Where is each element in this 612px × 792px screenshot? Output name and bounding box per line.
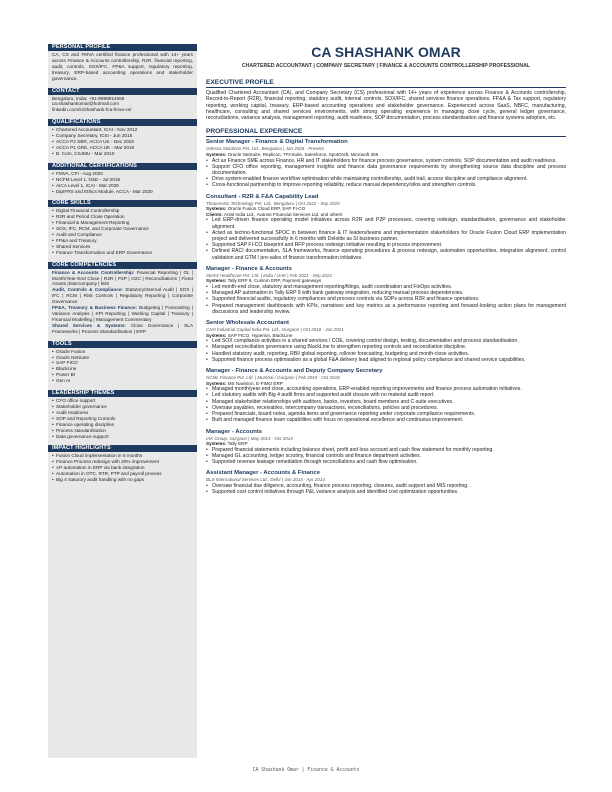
competency-label: Finance & Accounts Controllership: xyxy=(52,269,135,275)
job-bullet: • Prepared management dashboards with KPIs, narratives and key metrics as a performance reporting and forward-looking action plans for management discussions and leadership review. xyxy=(206,303,566,315)
competency-label: Audit, Controls & Compliance: xyxy=(52,287,123,293)
job-meta: Thoucentric Technology Pvt. Ltd., Bengaluru | Oct 2022 - Sep 2025 xyxy=(206,200,340,206)
leadership-item: • Audit readiness xyxy=(52,410,193,416)
clients-label: Clients: xyxy=(206,211,223,217)
job-bullets xyxy=(206,158,566,189)
competency-text: Close Governance | SLA Frameworks | Process Standardisation | ERP xyxy=(52,322,193,334)
systems-label: Systems: xyxy=(206,380,227,386)
job-title: Senior Manager - Finance & Digital Transformation xyxy=(206,139,348,146)
contact-line: linkedin.com/in/shashank-fca-fmva-cs/ xyxy=(52,107,132,113)
tool-item: • Gen AI xyxy=(52,378,193,384)
skills-heading: CORE SKILLS xyxy=(48,200,197,207)
contact-heading: CONTACT xyxy=(48,88,197,95)
job-entry xyxy=(206,266,566,315)
certifications-heading: ADDITIONAL CERTIFICATIONS xyxy=(48,163,197,170)
tool-item: • Oracle Fusion xyxy=(52,349,193,355)
page-footer: CA Shashank Omar | Finance & Accounts xyxy=(252,768,360,773)
job-bullet: • Prepared financial statements including balance sheet, profit and loss account and cash flow statement for monthly reporting. xyxy=(206,447,566,453)
job-bullet: • Drive system-enabled finance workflow optimisation while maintaining controllership, audit trail, access discipline and compliance alignment. xyxy=(206,176,566,182)
competencies-section xyxy=(48,262,197,335)
skill-item: • Audit and Compliance xyxy=(52,232,193,238)
job-entry xyxy=(206,470,566,495)
impact-item: • Finance Process redesign with 20% improvement xyxy=(52,459,193,465)
leadership-item: • Stakeholder governance xyxy=(52,404,193,410)
certifications-list xyxy=(52,171,193,195)
certification-item: • AICA Level 1, ICAI - Mar 2025 xyxy=(52,183,193,189)
job-bullet: • Oversaw financial due diligence, accounting, finance process reporting, closures, audit support and MIS reporting. xyxy=(206,483,566,489)
job-bullets xyxy=(206,338,566,363)
job-meta: Odessa Solutions Pvt. Ltd., Bengaluru | Jan 2026 - Present xyxy=(206,146,324,152)
job-bullet: • Supported financial audits, regulatory compliances and process controls via SOPs across R2R and finance operations. xyxy=(206,296,566,302)
sidebar xyxy=(48,44,197,758)
qualifications-heading: QUALIFICATIONS xyxy=(48,119,197,126)
job-bullet: • Supported SAP FI-CO blueprint and RFP process redesign initiative resulting in process improvement. xyxy=(206,242,566,248)
profile-section xyxy=(48,44,197,82)
job-bullet: • Managed AP automation in Tally ERP 9 with bank gateway integration, reducing manual process dependencies. xyxy=(206,290,566,296)
systems-label: Systems: xyxy=(206,332,227,338)
skill-item: • SOX, IFC, RCM, and Corporate Governance xyxy=(52,226,193,232)
leadership-item: • Finance operating discipline xyxy=(52,422,193,428)
leadership-item: • CFO office support xyxy=(52,398,193,404)
qualification-item: • ACCA P2 SBR, ACCA UK - Dec 2018 xyxy=(52,139,193,145)
job-bullet: • Supported finance process optimisation as a global F&A delivery lead aligned to regional policy compliance and shared service capabilities. xyxy=(206,357,566,363)
competency-text: Statutory/Internal Audit | SOX | IFC | RCM | Risk Controls | Regulatory Reporting | Corporate Governance xyxy=(52,287,194,305)
job-bullet: • Led SOX compliance activities in a shared services / COE, covering control design, testing, documentation and process standardisation. xyxy=(206,338,566,344)
job-bullet: • Managed stakeholder relationships with auditors, banks, investors, board members and C-suite executives. xyxy=(206,399,566,405)
job-meta: IAK Group, Gurgaon | May 2014 - Oct 2014 xyxy=(206,435,293,441)
job-bullet: • Supported revenue leakage remediation through reconciliations and cash flow optimisation. xyxy=(206,459,566,465)
tools-section xyxy=(48,341,197,384)
qualification-item: • Chartered Accountant, ICAI - Nov 2012 xyxy=(52,127,193,133)
job-bullet: • Built and managed finance team capabilities with focus on operational excellence and continuous improvement. xyxy=(206,417,566,423)
qualification-item: • Company Secretary, ICSI - Jun 2015 xyxy=(52,133,193,139)
tools-list xyxy=(52,349,193,384)
tool-item: • BlackLine xyxy=(52,366,193,372)
job-bullets xyxy=(206,217,566,260)
job-title: Manager - Accounts xyxy=(206,428,263,435)
competency-item xyxy=(52,270,193,288)
job-bullet: • Managed reconciliation governance using BlackLine to strengthen reporting controls and reconciliation discipline. xyxy=(206,344,566,350)
impact-heading: IMPACT HIGHLIGHTS xyxy=(48,445,197,452)
job-entry xyxy=(206,368,566,423)
job-title: Assistant Manager - Accounts & Finance xyxy=(206,470,321,477)
job-title: Manager - Finance & Accounts and Deputy Company Secretary xyxy=(206,368,383,375)
certifications-section xyxy=(48,163,197,195)
certification-item: • FMVA, CFI - Aug 2020 xyxy=(52,171,193,177)
job-meta: Stemz Healthcare Pvt. Ltd. | India / UAE | Feb 2021 - Sep 2022 xyxy=(206,272,332,278)
job-bullet: • Led ERP-driven finance operating model initiatives across R2R and P2P processes, covering redesign, standardisation, governance and stakeholder alignment. xyxy=(206,217,566,229)
impact-item: • Fusion Cloud implementation in 6 months xyxy=(52,453,193,459)
qualifications-list xyxy=(52,127,193,157)
systems-text: Oracle NetSuite, Replicon, TFASuite, Salesforce, SpotDraft, Microsoft 365 xyxy=(226,152,379,158)
job-title: Manager - Finance & Accounts xyxy=(206,265,292,272)
competency-item xyxy=(52,323,193,335)
job-entry xyxy=(206,320,566,363)
competency-text: Financial Reporting | GL | Month/Year-End Close | R2R | P2P | O2C | Reconciliations | Fixed Assets |Intercompany | MIS xyxy=(52,269,193,287)
main-content xyxy=(206,44,566,500)
job-bullet: • Managed GL accounting, ledger scrutiny, financial controls and finance department activities. xyxy=(206,453,566,459)
systems-label: Systems: xyxy=(206,441,227,447)
job-bullet: • Led statutory audits with Big 4 audit firms and supported audit closure with no material audit report. xyxy=(206,392,566,398)
systems-text: MS Navision, E-FIMO ERP xyxy=(226,380,283,386)
candidate-tagline: CHARTERED ACCOUNTANT | COMPANY SECRETARY | FINANCE & ACCOUNTS CONTROLLERSHIP PROFESSIONAL xyxy=(241,63,531,69)
systems-text: Tally ERP 9, Custom ERP, Payment gateways xyxy=(226,278,322,284)
qualifications-section xyxy=(48,119,197,157)
job-meta: NCML Finance Pvt. Ltd. | Mumbai / Gurgaon | Feb 2015 - Oct 2018 xyxy=(206,375,340,381)
experience-list xyxy=(206,139,566,495)
job-bullet: • Prepared financials, board notes, agenda items and governance reporting under corporate compliance requirements. xyxy=(206,411,566,417)
systems-label: Systems: xyxy=(206,206,227,212)
profile-text: CA, CS and FMVA certified finance professional with 14+ years across Finance & Accounts controllership, R2R, financial reporting, audit, controls, SOX/IFC, FP&A support, regulatory reporting, treasury, ERP-based accounting operations and stakeholder governance. xyxy=(52,52,193,81)
profile-heading: PERSONAL PROFILE xyxy=(48,44,197,51)
skills-list xyxy=(52,208,193,255)
skills-section xyxy=(48,200,197,255)
job-meta: BLS International Services Ltd., Delhi | Jun 2013 - Apr 2014 xyxy=(206,477,325,483)
competency-text: Budgeting | Forecasting | Variance Analysis | KPI Reporting | Working Capital | Treasury | Financial Modelling | Management Commentary xyxy=(52,305,193,322)
systems-text: SAP FICO, Hyperion, BlackLine xyxy=(226,332,293,338)
job-bullet: • Cross-functional partnership to improve reporting reliability, reduce manual dependency/silos and strengthen controls. xyxy=(206,182,566,188)
job-bullet: • Defined RACI documentation, SLA frameworks, finance operating procedures & process redesign, automation opportunities, integration alignment, control validation and GTM / pre-sales of finance transformation initiatives. xyxy=(206,248,566,260)
tool-item: • SAP FICO xyxy=(52,360,193,366)
leadership-list xyxy=(52,398,193,439)
leadership-item: • Process standardisation xyxy=(52,428,193,434)
competencies-list xyxy=(48,269,197,335)
systems-text: Oracle Fusion Cloud ERP, SAP FI-CO xyxy=(226,206,306,212)
job-bullets xyxy=(206,386,566,423)
job-title: Senior Wholesale Accountant xyxy=(206,320,289,327)
job-entry xyxy=(206,139,566,188)
impact-item: • Automation in OTC, RTR, PTP and payroll process xyxy=(52,471,193,477)
job-bullet: • Managed month/year-end close, accounting operations, ERP-enabled reporting improvements and finance process automation initiatives. xyxy=(206,386,566,392)
executive-summary: Qualified Chartered Accountant (CA), and Company Secretary (CS) professional with 14+ years of experience across Finance & Accounts controllership, Record-to-Report (R2R), financial reporting, statutory audit, internal controls, SOX/IFC, shared services finance operations, FP&A & Tax support, regulatory reporting, working capital, treasury, ERP-based accounting operations and stakeholder governance. Experienced across SaaS, NBFC, manufacturing, healthcare, consulting and shared services environments, with strong operating experience in managing close cycle, general ledger governance, reconciliations, variance analysis, management reporting, audit readiness, SOP documentation, process standardisation and finance systems adoption, etc. xyxy=(206,90,566,122)
skill-item: • FP&A and Treasury xyxy=(52,238,193,244)
job-entry xyxy=(206,429,566,466)
competencies-heading: CORE COMPETENCIES xyxy=(48,262,197,269)
tool-item: • Oracle NetSuite xyxy=(52,355,193,361)
job-entry xyxy=(206,194,566,261)
systems-label: Systems: xyxy=(206,278,227,284)
leadership-item: • Data governance support xyxy=(52,434,193,440)
job-bullet: • Acted as techno-functional SPOC in between finance & IT leaders/teams and implementation stakeholders for Oracle Fusion Cloud ERP implementation project and delivered successfully in 6 months with Deloitte as SI business partner. xyxy=(206,230,566,242)
job-bullet: • Act as Finance SME across Finance, HR and IT stakeholders for finance process governance, system controls, SOP documentation and audit readiness. xyxy=(206,158,566,164)
clients-text: Anlal India Ltd., Avanse Financial Services Ltd. and others xyxy=(222,211,343,217)
skill-item: • Finance Transformation and ERP Governance xyxy=(52,250,193,256)
skill-item: • Financial & Management Reporting xyxy=(52,220,193,226)
job-bullets xyxy=(206,284,566,315)
impact-item: • Big 4 statutory audit handling with no gaps xyxy=(52,477,193,483)
job-bullet: • Handled statutory audit, reporting, RBI/ global reporting, rollover forecasting, budgeting and month-close activities. xyxy=(206,351,566,357)
impact-item: • AP automation in ERP via bank integration xyxy=(52,465,193,471)
skill-item: • Shared Services xyxy=(52,244,193,250)
skill-item: • Digital Financial Controllership xyxy=(52,208,193,214)
job-bullet: • Support CFO office reporting, management insights and finance data governance requirements by strengthening source data discipline and process documentation. xyxy=(206,164,566,176)
skill-item: • R2R and Period Close Operation xyxy=(52,214,193,220)
certification-item: • DipIFRS and Ethics Module, ACCA - Mar 2020 xyxy=(52,189,193,195)
impact-list xyxy=(52,453,193,483)
qualification-item: • ACCA P1 GRE, ACCA UK - Mar 2018 xyxy=(52,145,193,151)
candidate-name: CA SHASHANK OMAR xyxy=(311,44,461,60)
contact-line: ca.shashankomar@hotmail.com xyxy=(52,101,120,107)
leadership-heading: LEADERSHIP THEMES xyxy=(48,390,197,397)
job-bullets xyxy=(206,483,566,495)
contact-list xyxy=(48,95,197,114)
competency-item xyxy=(52,287,193,305)
systems-label: Systems: xyxy=(206,152,227,158)
contact-line: Bengaluru, India; +91-9999814658 xyxy=(52,95,125,101)
systems-text: Tally ERP xyxy=(226,441,248,447)
job-bullet: • Led month-end close, statutory and management reporting/filings, audit coordination and FinOps activities. xyxy=(206,284,566,290)
job-bullet: • Oversaw payables, receivables, intercompany transactions, reconciliations, policies and procedures. xyxy=(206,405,566,411)
leadership-section xyxy=(48,390,197,439)
leadership-item: • SOP and Reporting Controls xyxy=(52,416,193,422)
job-bullets xyxy=(206,447,566,466)
impact-section xyxy=(48,445,197,483)
job-bullet: • Supported cost control initiatives through P&L variance analysis and identified cost optimization opportunities. xyxy=(206,489,566,495)
job-title: Consultant - R2R & F&A Capability Lead xyxy=(206,193,319,200)
job-meta: CNH Industrial Capital India Pvt. Ltd., Gurgaon | Oct 2018 - Jan 2021 xyxy=(206,327,344,333)
competency-label: Shared Services & Systems: xyxy=(52,322,126,328)
certification-item: • NCFM Level 1, NSE - Jul 2015 xyxy=(52,177,193,183)
contact-section xyxy=(48,88,197,114)
competency-label: FP&A, Treasury & Business Finance: xyxy=(52,305,138,311)
tool-item: • Power BI xyxy=(52,372,193,378)
competency-item xyxy=(52,305,193,323)
tools-heading: TOOLS xyxy=(48,341,197,348)
experience-heading: PROFESSIONAL EXPERIENCE xyxy=(206,128,566,137)
qualification-item: • B. Com, CSJMU - Mar 2010 xyxy=(52,151,193,157)
executive-heading: EXECUTIVE PROFILE xyxy=(206,79,566,88)
